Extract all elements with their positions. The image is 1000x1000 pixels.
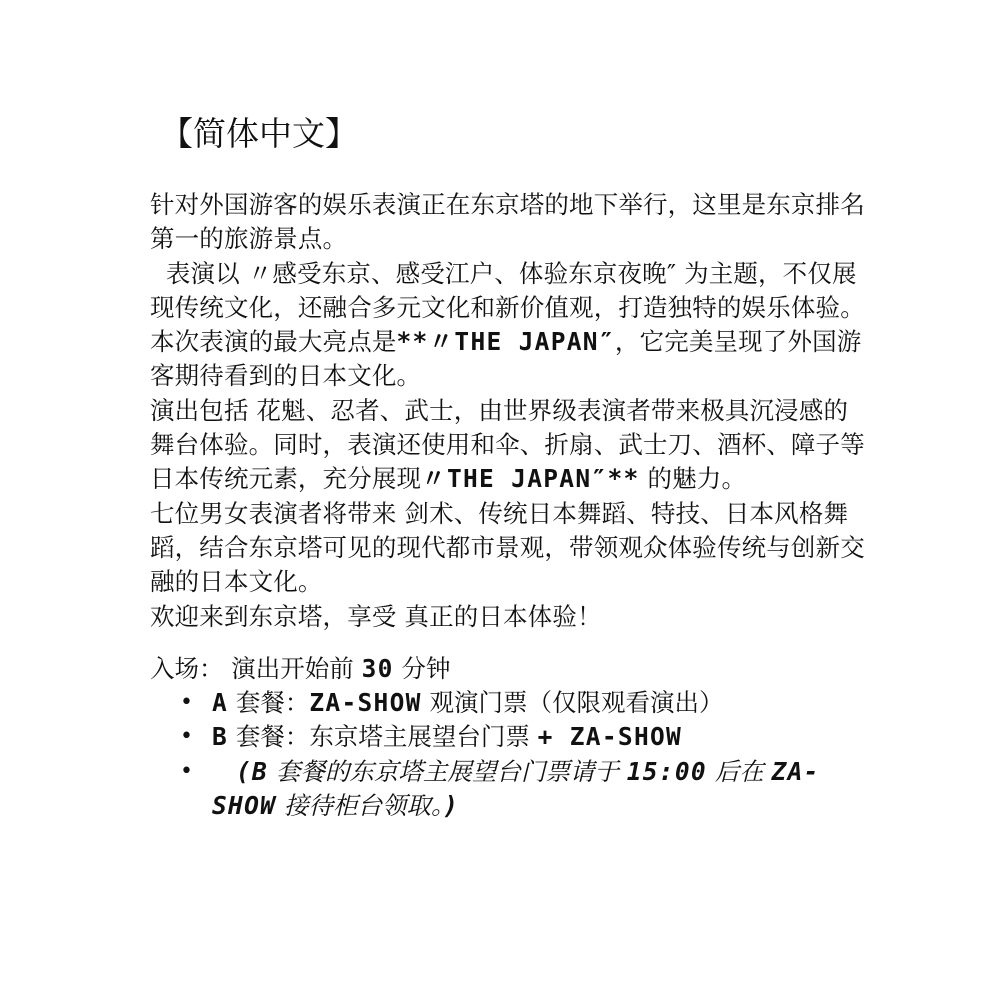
highlight-text-start: 本次表演的最大亮点是 [150,327,397,357]
paragraph-welcome: 欢迎来到东京塔，享受 真正的日本体验！ [150,601,602,631]
note-show-code: ZA-SHOW [212,756,820,821]
entry-minutes: 30 [361,653,394,683]
entry-info [150,652,870,686]
body-text [150,188,870,634]
entry-label: 入场： 演出开始前 [150,653,362,683]
entry-unit: 分钟 [393,653,451,683]
option-code: B [212,722,229,752]
option-label: 套餐：东京塔主展望台门票 [228,722,538,752]
note-body-2: 后在 [706,756,772,786]
ticket-option-b [178,720,870,755]
highlight-text-end: ，它完美呈现了外国游客期待看到的日本文化。 [150,327,862,391]
note-body: 套餐的东京塔主展望台门票请于 [268,756,627,786]
note-body-3: 接待柜台领取。 [276,791,444,821]
note-close: ) [443,791,460,821]
paragraph-highlight [150,325,870,394]
paragraph-program: 七位男女表演者将带来 剑术、传统日本舞蹈、特技、日本风格舞蹈，结合东京塔可见的现代都市景观，带领观众体验传统与创新交融的日本文化。 [150,498,865,597]
performers-emphasis: 〃THE JAPAN″** [421,464,640,494]
option-description: 观演门票（仅限观看演出） [421,687,724,717]
bullet-icon: • [180,724,193,750]
highlight-emphasis: **〃THE JAPAN″ [396,327,615,357]
ticket-option-a [178,686,870,721]
note-open: (B [236,756,269,786]
section-title: 【简体中文】 [160,114,358,153]
performers-text: 演出包括 花魁、忍者、武士，由世界级表演者带来极具沉浸感的舞台体验。同时，表演还使用和伞、折扇、武士刀、酒杯、障子等日本传统元素，充分展现 [150,395,865,494]
ticket-note [178,755,870,824]
theme-text: 表演以 〃感受东京、感受江户、体验东京夜晚″ 为主题，不仅展现传统文化，还融合多元文化和新价值观，打造独特的娱乐体验。 [150,258,865,322]
note-text [212,757,820,821]
paragraph-intro: 针对外国游客的娱乐表演正在东京塔的地下举行，这里是东京排名第一的旅游景点。 [150,190,865,254]
option-show-code: + ZA-SHOW [537,722,683,752]
option-show-code: ZA-SHOW [309,687,422,717]
bullet-icon: • [180,689,193,715]
option-label: 套餐： [228,687,310,717]
note-time: 15:00 [626,756,707,786]
performers-text-end: 的魅力。 [639,464,747,494]
bullet-icon: • [180,758,193,784]
ticket-options [150,686,870,824]
option-code: A [212,687,229,717]
paragraph-theme [150,257,870,326]
paragraph-performers [150,394,870,497]
